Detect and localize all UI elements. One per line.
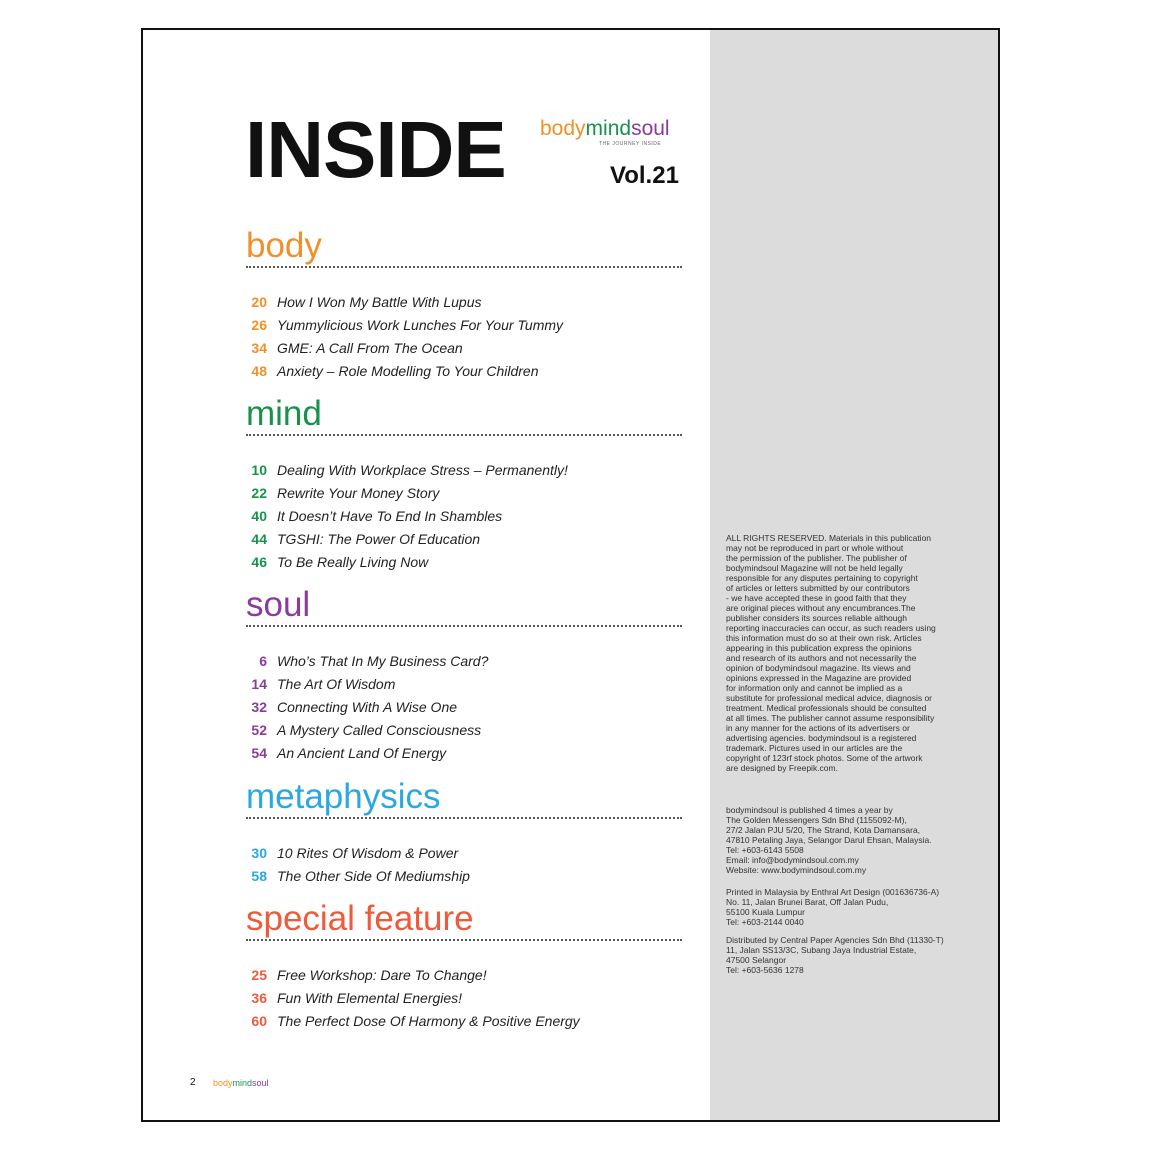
volume-label: Vol.21 — [610, 162, 679, 189]
article-page: 10 — [251, 461, 267, 478]
article-title: 10 Rites Of Wisdom & Power — [277, 844, 459, 861]
article-page: 6 — [259, 652, 267, 669]
article-item[interactable] — [246, 550, 568, 573]
dotted-divider — [246, 266, 682, 268]
article-item[interactable] — [246, 1009, 580, 1032]
section-mind — [246, 394, 682, 570]
article-title: Anxiety – Role Modelling To Your Children — [277, 362, 539, 379]
article-page: 58 — [251, 867, 267, 884]
article-page: 48 — [251, 362, 267, 379]
dotted-divider — [246, 625, 682, 627]
article-item[interactable] — [246, 336, 563, 359]
section-title: special feature — [246, 899, 474, 938]
article-title: GME: A Call From The Ocean — [277, 339, 463, 356]
article-title: The Art Of Wisdom — [277, 675, 396, 692]
article-item[interactable] — [246, 718, 488, 741]
logo-body-text: body — [540, 117, 586, 140]
article-page: 36 — [251, 989, 267, 1006]
article-title: Yummylicious Work Lunches For Your Tummy — [277, 316, 564, 333]
article-item[interactable] — [246, 986, 580, 1009]
dotted-divider — [246, 939, 682, 941]
article-list — [246, 963, 580, 1032]
footer-logo-body: body — [213, 1078, 233, 1088]
brand-logo — [540, 118, 670, 139]
article-item[interactable] — [246, 864, 470, 887]
article-title: It Doesn’t Have To End In Shambles — [277, 507, 503, 524]
dotted-divider — [246, 817, 682, 819]
publisher-info: bodymindsoul is published 4 times a year by The Golden Messengers Sdn Bhd (1155092-M), 27/2 Jalan PJU 5/20, The Strand, Kota Damansara, 47810 Petaling Jaya, Selangor Darul Ehsan, Malaysia. Tel: +603-6143 5508 Email: info@bodymindsoul.com.my Website: www.bodymindsoul.com.my — [726, 805, 932, 875]
article-title: Rewrite Your Money Story — [277, 484, 440, 501]
article-page: 20 — [251, 293, 267, 310]
page-number: 2 — [190, 1077, 196, 1088]
article-item[interactable] — [246, 649, 488, 672]
logo-soul-text: soul — [631, 117, 670, 140]
article-item[interactable] — [246, 290, 563, 313]
article-title: Fun With Elemental Energies! — [277, 989, 463, 1006]
section-title: mind — [246, 394, 322, 433]
article-page: 52 — [251, 721, 267, 738]
article-page: 46 — [251, 553, 267, 570]
section-title: body — [246, 226, 322, 265]
article-title: An Ancient Land Of Energy — [277, 744, 447, 761]
rights-notice: ALL RIGHTS RESERVED. Materials in this publication may not be reproduced in part or whole without the permission of the publisher. The publisher of bodymindsoul Magazine will not be held legally responsible for any disputes pertaining to copyright of articles or letters submitted by our contributors - we have accepted these in good faith that they are original pieces without any encumbrances.The publisher considers its sources reliable although reporting inaccuracies can occur, as such readers using this information must do so at their own risk. Articles appearing in this publication express the opinions and research of its authors and not necessarily the opinion of bodymindsoul magazine. Its views and opinions expressed in the Magazine are provided for information only and cannot be implied as a substitute for professional medical advice, diagnosis or treatment. Medical professionals should be consulted at all times. The publisher cannot assume responsibility in any manner for the actions of its advertisers or advertising agencies. bodymindsoul is a registered trademark. Pictures used in our articles are the copyright of 123rf stock photos. Some of the artwork are designed by Freepik.com. — [726, 533, 936, 773]
page-title: INSIDE — [245, 105, 506, 194]
article-title: The Perfect Dose Of Harmony & Positive Energy — [277, 1012, 580, 1029]
article-item[interactable] — [246, 458, 568, 481]
section-title: soul — [246, 585, 311, 624]
section-soul — [246, 585, 682, 761]
article-page: 34 — [251, 339, 267, 356]
logo-mind-text: mind — [585, 117, 632, 140]
article-item[interactable] — [246, 841, 470, 864]
article-title: The Other Side Of Mediumship — [277, 867, 470, 884]
article-page: 14 — [251, 675, 267, 692]
article-item[interactable] — [246, 672, 488, 695]
article-item[interactable] — [246, 741, 488, 764]
article-item[interactable] — [246, 313, 563, 336]
footer-logo-soul: soul — [252, 1078, 269, 1088]
section-metaphysics — [246, 777, 682, 884]
logo-tagline: THE JOURNEY INSIDE — [599, 141, 662, 147]
article-item[interactable] — [246, 527, 568, 550]
article-page: 44 — [251, 530, 267, 547]
footer-logo-mind: mind — [232, 1078, 253, 1088]
article-page: 32 — [251, 698, 267, 715]
article-title: A Mystery Called Consciousness — [277, 721, 482, 738]
article-list — [246, 841, 470, 887]
section-special-feature — [246, 899, 682, 1029]
distributor-info: Distributed by Central Paper Agencies Sdn Bhd (11330-T) 11, Jalan SS13/3C, Subang Jaya Industrial Estate, 47500 Selangor Tel: +603-5636 1278 — [726, 935, 944, 975]
footer-logo — [213, 1078, 269, 1088]
section-title: metaphysics — [246, 777, 441, 816]
printer-info: Printed in Malaysia by Enthral Art Design (001636736-A) No. 11, Jalan Brunei Barat, Off Jalan Pudu, 55100 Kuala Lumpur Tel: +603-2144 0040 — [726, 887, 940, 927]
dotted-divider — [246, 434, 682, 436]
article-item[interactable] — [246, 504, 568, 527]
article-list — [246, 458, 568, 573]
article-list — [246, 290, 563, 382]
article-page: 25 — [251, 966, 267, 983]
article-page: 54 — [251, 744, 267, 761]
article-item[interactable] — [246, 963, 580, 986]
section-body — [246, 226, 682, 379]
article-page: 26 — [251, 316, 267, 333]
article-title: Dealing With Workplace Stress – Permanently! — [277, 461, 568, 478]
article-title: How I Won My Battle With Lupus — [277, 293, 482, 310]
article-item[interactable] — [246, 481, 568, 504]
article-title: To Be Really Living Now — [277, 553, 429, 570]
article-item[interactable] — [246, 695, 488, 718]
article-page: 22 — [251, 484, 267, 501]
article-page: 40 — [251, 507, 267, 524]
article-title: Free Workshop: Dare To Change! — [277, 966, 487, 983]
article-title: TGSHI: The Power Of Education — [277, 530, 481, 547]
magazine-page — [141, 28, 1000, 1122]
article-title: Who’s That In My Business Card? — [277, 652, 489, 669]
article-list — [246, 649, 488, 764]
article-page: 60 — [251, 1012, 267, 1029]
article-item[interactable] — [246, 359, 563, 382]
article-title: Connecting With A Wise One — [277, 698, 458, 715]
article-page: 30 — [251, 844, 267, 861]
